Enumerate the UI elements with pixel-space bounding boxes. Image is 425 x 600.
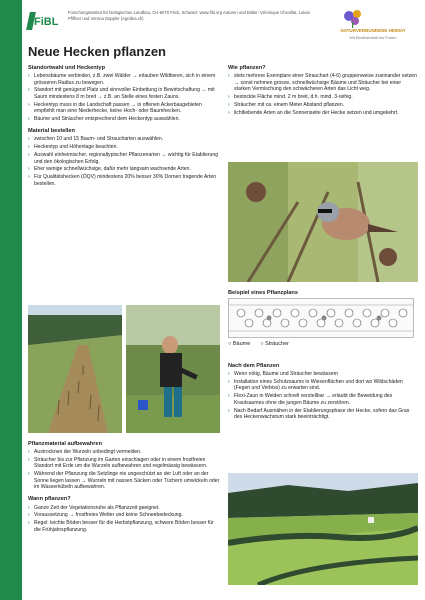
list-item: › Austrocknen der Wurzeln unbedingt vermeiden. — [28, 449, 220, 455]
list-item: › Sträucher bis zur Pflanzung im Garten einschlagen oder in einem frostfreien Standort mit Erde um die Wurzeln aufbewahren und regelmässig bewässern. — [28, 457, 220, 470]
header — [28, 6, 418, 42]
left-green-stripe — [0, 0, 22, 600]
leaflet-page — [22, 0, 425, 600]
photo-planted-hedge — [28, 305, 122, 433]
list-item: › Installation eines Schutzsaums in Wiesenflächen und dort wo Wildschäden (Fegen und Verbiss) zu erwarten sind. — [228, 379, 418, 392]
plan-legend — [228, 341, 418, 347]
right-column-middle — [228, 363, 418, 426]
partner-logo-line1: NATURVERBUNDENE HEIMAT — [340, 28, 406, 33]
list-item: › Voraussetzung → frostfreies Wetter und keine Schneebedeckung. — [28, 512, 220, 518]
list-item: › Flexi-Zaun in Weiden schnell verstellbar → erlaubt die Beweidung des Krautsaumes ohne die jungen Bäume zu zerstören. — [228, 393, 418, 406]
planting-plan-diagram — [228, 298, 414, 338]
section-title: Standortwahl und Heckentyp — [28, 65, 106, 71]
section-material-bestellen — [28, 128, 220, 187]
section-standortwahl — [28, 65, 220, 122]
flower-icon — [342, 8, 364, 28]
section-wann-pflanzen — [28, 496, 220, 533]
list-item: › Lebensbäume verbinden, z.B. zwei Wälder → erlauben Wildtieren, sich in einem grösseren Radius zu bewegen. — [28, 73, 220, 86]
list-item: › Wenn nötig, Bäume und Sträucher bewässern — [228, 371, 418, 377]
section-title: Beispiel eines Pflanzplans — [228, 290, 298, 296]
section-title: Nach dem Pflanzen — [228, 363, 280, 369]
list-item: › lichtliebende Arten an die Sonnenseite der Hecke setzen und umgekehrt. — [228, 110, 418, 116]
list-item: › bestockte Fläche mind. 2 m breit, d.h. mind. 3-reihig. — [228, 94, 418, 100]
left-column-bottom — [28, 441, 220, 539]
partner-logo — [328, 8, 418, 44]
list-item: › stets mehrere Exemplare einer Strauchart (4-6) gruppenweise zueinander setzen → sonst nehmen grosse, schnellwüchsige Bäume und Sträucher bei einer starken Vermischung den schwächeren Arten das Licht weg. — [228, 73, 418, 92]
left-column-top — [28, 65, 220, 193]
list-item: › Für Qualitätshecken (ÖQV) mindestens 20% besser 30% Dornen tragende Arten bestellen. — [28, 174, 220, 187]
section-title: Wie pflanzen? — [228, 65, 266, 71]
planting-plan-section — [228, 290, 418, 348]
legend-trees: ○ Bäume — [228, 341, 251, 348]
list-item: › Eher wenige schnellwüchsige, dafür mehr langsam wachsende Arten. — [28, 166, 220, 172]
right-column-top — [228, 65, 418, 122]
list-item: › Nach Bedarf Ausmähen in der Etablierungsphase der Hecke, sofern das Gras des Heckenwachstum stark beeinträchtigt. — [228, 408, 418, 421]
list-item: › Bäume und Sträucher entsprechend dem Heckentyp auswählen. — [28, 116, 220, 122]
list-item: › Sträucher mit ca. einem Meter Abstand pflanzen. — [228, 102, 418, 108]
section-title: Wann pflanzen? — [28, 496, 71, 503]
list-item: › Heckentyp und Höhenlage beachten. — [28, 144, 220, 150]
list-item: › Auswahl einheimischer, regionaltypischer Pflanzenarten → wichtig für Etablierung und den ökologischen Erfolg. — [28, 152, 220, 165]
list-item: › Standort mit genügend Platz und sinnvoller Einbettung in Bewirtschaftung → mit Saum mindestens 8 m breit → z.B. an Stelle eines festen Zauns. — [28, 87, 220, 100]
section-title: Pflanzmaterial aufbewahren — [28, 441, 102, 447]
list-item: › Ganze Zeit der Vegetationsruhe als Pflanzzeit geeignet. — [28, 505, 220, 511]
page-title: Neue Hecken pflanzen — [28, 44, 166, 59]
fibl-logo — [28, 10, 64, 34]
fibl-logo-text: FiBL — [34, 16, 59, 28]
partner-logo-line2: Mit Biodiversität ins Freien — [349, 35, 397, 40]
list-item: › Heckentyp muss in die Landschaft passen → in offenen Ackerbaugebieten empfiehlt man eine Niederhecke, keine Hoch- oder Baumhecken. — [28, 102, 220, 115]
section-pflanzmaterial — [28, 441, 220, 490]
photo-hedge-landscape — [228, 473, 418, 585]
publisher-info: Forschungsinstitut für biologischen Landbau, CH-5070 Frick, Schweiz; www.fibl.org Autoren und Bilder: Véronique Chevillat, Lukas Pfiffner und Verena Doppler (Agridea.ch) — [68, 10, 310, 21]
legend-shrubs: ○ Sträucher — [260, 341, 290, 348]
list-item: › Regel: leichte Böden besser für die Herbstpflanzung, schwere Böden besser für die Frühjahrspflanzung. — [28, 520, 220, 533]
section-nach-dem-pflanzen — [228, 363, 418, 420]
photo-person-planting — [126, 305, 220, 433]
section-title: Material bestellen — [28, 128, 75, 135]
list-item: › zwischen 10 und 15 Baum- und Straucharten auswählen. — [28, 136, 220, 142]
photo-shrike-on-branch — [228, 162, 418, 282]
section-wie-pflanzen — [228, 65, 418, 116]
list-item: › Während der Pflanzung die Setzlinge nie ungeschützt an der Luft oder an der Sonne liegen lassen → Wurzeln mit nassen Säcken oder Tüchern umwickeln oder im Wasserkübeln aufbewahren. — [28, 471, 220, 490]
